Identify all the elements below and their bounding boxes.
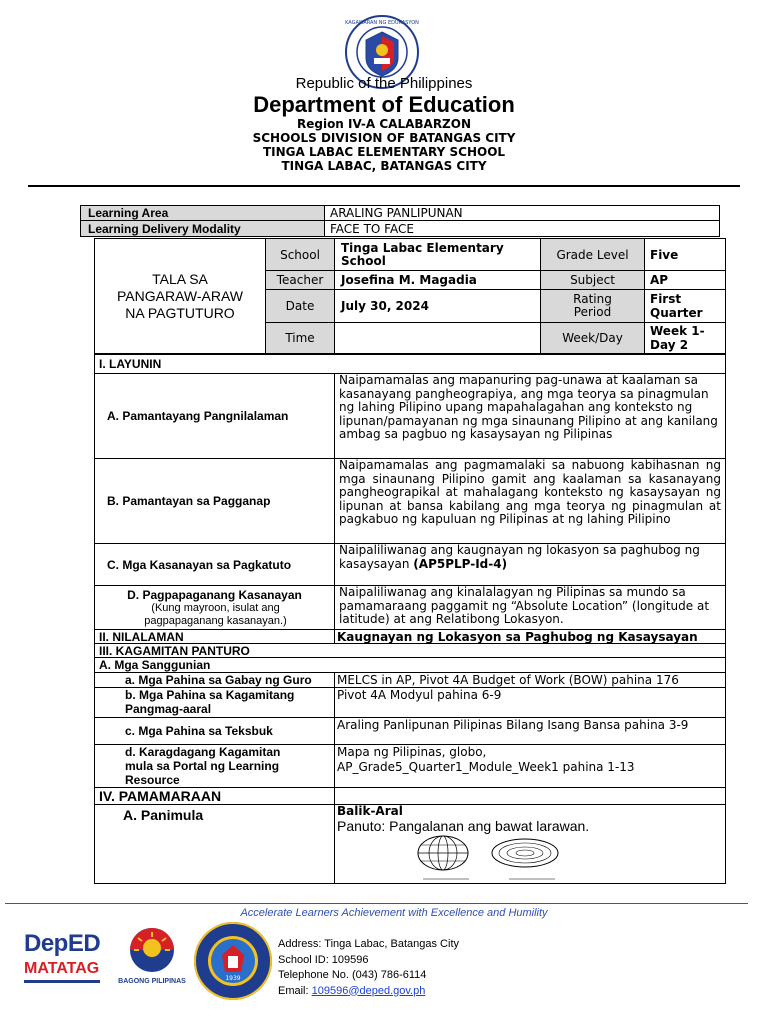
learning-area-value-text: ARALING PANLIPUNAN (330, 206, 463, 220)
layunin-heading-text: I. LAYUNIN (99, 357, 162, 371)
karagdagang-kagamitan-value (334, 744, 726, 788)
rating-period-value-text: First Quarter (650, 292, 703, 320)
pamantayang-pangnilalaman-label-text: A. Pamantayang Pangnilalaman (107, 409, 289, 423)
kagamitang-pangmag-aaral-label (94, 687, 335, 718)
teacher-label (265, 270, 335, 290)
kasanayan-sa-pagkatuto-label (94, 543, 335, 586)
school-value-text: Tinga Labac Elementary School (341, 240, 504, 268)
pamamaraan-heading-right (334, 787, 726, 805)
contact-address: Address: Tinga Labac, Batangas City (278, 938, 459, 950)
date-value-text: July 30, 2024 (341, 299, 429, 313)
matatag-underline (24, 980, 100, 983)
teksbuk-value (334, 717, 726, 745)
learning-area-label-text: Learning Area (88, 206, 169, 220)
contact-email-link[interactable]: 109596@deped.gov.ph (311, 984, 426, 997)
deped-matatag-logo (24, 930, 102, 990)
kagamitan-heading (94, 643, 726, 658)
karagdagang-kagamitan-value-line1: Mapa ng Pilipinas, globo, (337, 745, 487, 759)
region-line: Region IV-A CALABARZON (296, 117, 472, 131)
pamantayan-sa-pagganap-text (334, 458, 726, 544)
time-value (334, 322, 541, 354)
nilalaman-heading-text: II. NILALAMAN (99, 629, 184, 644)
school-seal (192, 920, 274, 1002)
pagpapaganang-kasanayan-label-text: D. Pagpapaganang Kasanayan (127, 588, 302, 602)
contact-telephone: Telephone No. (043) 786-6114 (278, 969, 427, 981)
kasanayan-sa-pagkatuto-text-content: Naipaliliwanag ang kaugnayan ng lokasyon sa paghubog ng kasaysayan (339, 543, 700, 571)
pamantayan-sa-pagganap-label-text: B. Pamantayan sa Pagganap (107, 494, 271, 508)
contact-block (278, 937, 578, 999)
deped-logo-text: DepED (24, 930, 101, 957)
department-title: Department of Education (253, 92, 515, 117)
footer-divider (5, 903, 748, 904)
date-label (265, 289, 335, 323)
teacher-value (334, 270, 541, 290)
motto: Accelerate Learners Achievement with Excellence and Humility (240, 907, 548, 919)
pamamaraan-heading (94, 787, 335, 805)
kagamitang-pangmag-aaral-label-text: b. Mga Pahina sa Kagamitang Pangmag-aaral (125, 688, 295, 716)
rating-period-label-text: Rating Period (573, 292, 612, 319)
address-line: TINGA LABAC, BATANGAS CITY (281, 159, 487, 173)
bagong-pilipinas-logo (112, 924, 192, 990)
contact-email-row (278, 984, 578, 1000)
pamantayan-sa-pagganap-label (94, 458, 335, 544)
contact-email-label: Email: (278, 984, 309, 997)
teacher-value-text: Josefina M. Magadia (341, 273, 477, 287)
panuto-text: Panuto: Pangalanan ang bawat larawan. (337, 818, 590, 834)
pagpapaganang-kasanayan-text (334, 585, 726, 630)
layunin-heading (94, 354, 726, 374)
melc-code: (AP5PLP-Id-4) (413, 556, 508, 571)
pagpapaganang-kasanayan-text-content: Naipaliliwanag ang kinalalagyan ng Pilipinas sa mundo sa pamamaraang paggamit ng “Absolute Location” (longitude at latitude) at ang Relatibong Lokasyon. (339, 585, 710, 626)
bagong-pilipinas-text: BAGONG PILIPINAS (118, 978, 186, 985)
sanggunian-heading (94, 657, 726, 673)
kagamitang-pangmag-aaral-value-text: Pivot 4A Modyul pahina 6-9 (337, 688, 502, 702)
modality-value-text: FACE TO FACE (330, 221, 414, 236)
gabay-ng-guro-label-text: a. Mga Pahina sa Gabay ng Guro (125, 673, 312, 687)
balik-aral-title: Balik-Aral (337, 804, 403, 818)
subject-label (540, 270, 645, 290)
sanggunian-heading-text: A. Mga Sanggunian (99, 658, 211, 672)
flat-grid-icon (492, 839, 558, 879)
gabay-ng-guro-value-text: MELCS in AP, Pivot 4A Budget of Work (BOW) pahina 176 (337, 673, 679, 687)
time-label-text: Time (285, 331, 315, 345)
teksbuk-label (94, 717, 335, 745)
globe-icon (418, 836, 469, 879)
date-value (334, 289, 541, 323)
grade-level-value (644, 238, 726, 271)
gabay-ng-guro-label (94, 672, 335, 688)
pagpapaganang-kasanayan-label (94, 585, 335, 630)
header-divider (28, 185, 740, 187)
svg-text:KAGAWARAN NG EDUKASYON: KAGAWARAN NG EDUKASYON (345, 20, 419, 26)
contact-school-id: School ID: 109596 (278, 953, 369, 966)
grade-level-label (540, 238, 645, 271)
subject-value-text: AP (650, 273, 669, 287)
subject-value (644, 270, 726, 290)
learning-area-label (80, 205, 325, 221)
pamantayang-pangnilalaman-text (334, 373, 726, 459)
panimula-label (94, 804, 335, 884)
bagong-pilipinas-icon (112, 924, 192, 978)
modality-value (324, 220, 720, 237)
week-day-label-text: Week/Day (562, 331, 623, 345)
date-label-text: Date (285, 299, 315, 313)
modality-label-text: Learning Delivery Modality (88, 221, 241, 236)
gabay-ng-guro-value (334, 672, 726, 688)
learning-area-value (324, 205, 720, 221)
teksbuk-value-text: Araling Panlipunan Pilipinas Bilang Isang Bansa pahina 3-9 (337, 718, 689, 732)
pagpapaganang-kasanayan-note: (Kung mayroon, isulat ang pagpapaganang kasanayan.) (144, 602, 287, 627)
kasanayan-sa-pagkatuto-label-text: C. Mga Kasanayan sa Pagkatuto (107, 557, 292, 572)
school-line: TINGA LABAC ELEMENTARY SCHOOL (262, 145, 506, 159)
week-day-label (540, 322, 645, 354)
kasanayan-sa-pagkatuto-text (334, 543, 726, 586)
kagamitang-pangmag-aaral-value (334, 687, 726, 718)
globe-images (413, 835, 613, 883)
karagdagang-kagamitan-label (94, 744, 335, 788)
pamantayang-pangnilalaman-label (94, 373, 335, 459)
kagamitan-heading-text: III. KAGAMITAN PANTURO (99, 643, 250, 658)
rating-period-value (644, 289, 726, 323)
pamantayan-sa-pagganap-text-content: Naipamamalas ang pagmamalaki sa nabuong kabihasnan ng mga sinaunang Pilipino gamit ang kaalaman sa kasanayang pangheograpikal at mahalagang konteksto ng kasaysayan ng lipunan at bansa kabilang ang mga teorya ng pinagmulan at pagkabuo ng kapuluan ng Pilipinas at ng lahing Pilipino (339, 458, 721, 526)
school-seal-icon (192, 920, 274, 1002)
teacher-label-text: Teacher (276, 273, 324, 287)
nilalaman-value (334, 629, 726, 644)
panimula-label-text: A. Panimula (123, 807, 204, 823)
grade-level-label-text: Grade Level (556, 247, 629, 262)
time-label (265, 322, 335, 354)
school-label (265, 238, 335, 271)
nilalaman-value-text: Kaugnayan ng Lokasyon sa Paghubog ng Kasaysayan (337, 629, 698, 644)
division-line: SCHOOLS DIVISION OF BATANGAS CITY (252, 131, 516, 145)
karagdagang-kagamitan-label-text: d. Karagdagang Kagamitan mula sa Portal ng Learning Resource (125, 745, 281, 787)
week-day-value-text: Week 1- Day 2 (650, 324, 705, 352)
school-value (334, 238, 541, 271)
school-label-text: School (280, 247, 320, 262)
pamamaraan-heading-text: IV. PAMAMARAAN (99, 788, 222, 804)
panimula-content (334, 804, 726, 884)
pamantayang-pangnilalaman-text-content: Naipamamalas ang mapanuring pag-unawa at kaalaman sa kasanayang pangheograpiya, ang mga teorya sa pinagmulan ng lahing Pilipino upang mapahalagahan ang konteksto ng lipunan/pamayanan ng mga sinaunang Pilipino at ang kanilang ambag sa pagbuo ng kasaysayan ng Pilipinas (339, 373, 718, 441)
republic-line: Republic of the Philippines (295, 75, 473, 92)
matatag-logo-text: MATATAG (24, 960, 100, 977)
plan-title-text: TALA SA PANGARAW-ARAW NA PAGTUTURO (116, 270, 243, 321)
plan-title (94, 238, 266, 354)
nilalaman-heading (94, 629, 335, 644)
modality-label (80, 220, 325, 237)
rating-period-label (540, 289, 645, 323)
teksbuk-label-text: c. Mga Pahina sa Teksbuk (125, 724, 273, 738)
seal-year: 1939 (225, 975, 241, 982)
grade-level-value-text: Five (650, 247, 679, 262)
subject-label-text: Subject (570, 273, 615, 287)
karagdagang-kagamitan-value-line2: AP_Grade5_Quarter1_Module_Week1 pahina 1-13 (337, 760, 635, 774)
week-day-value (644, 322, 726, 354)
